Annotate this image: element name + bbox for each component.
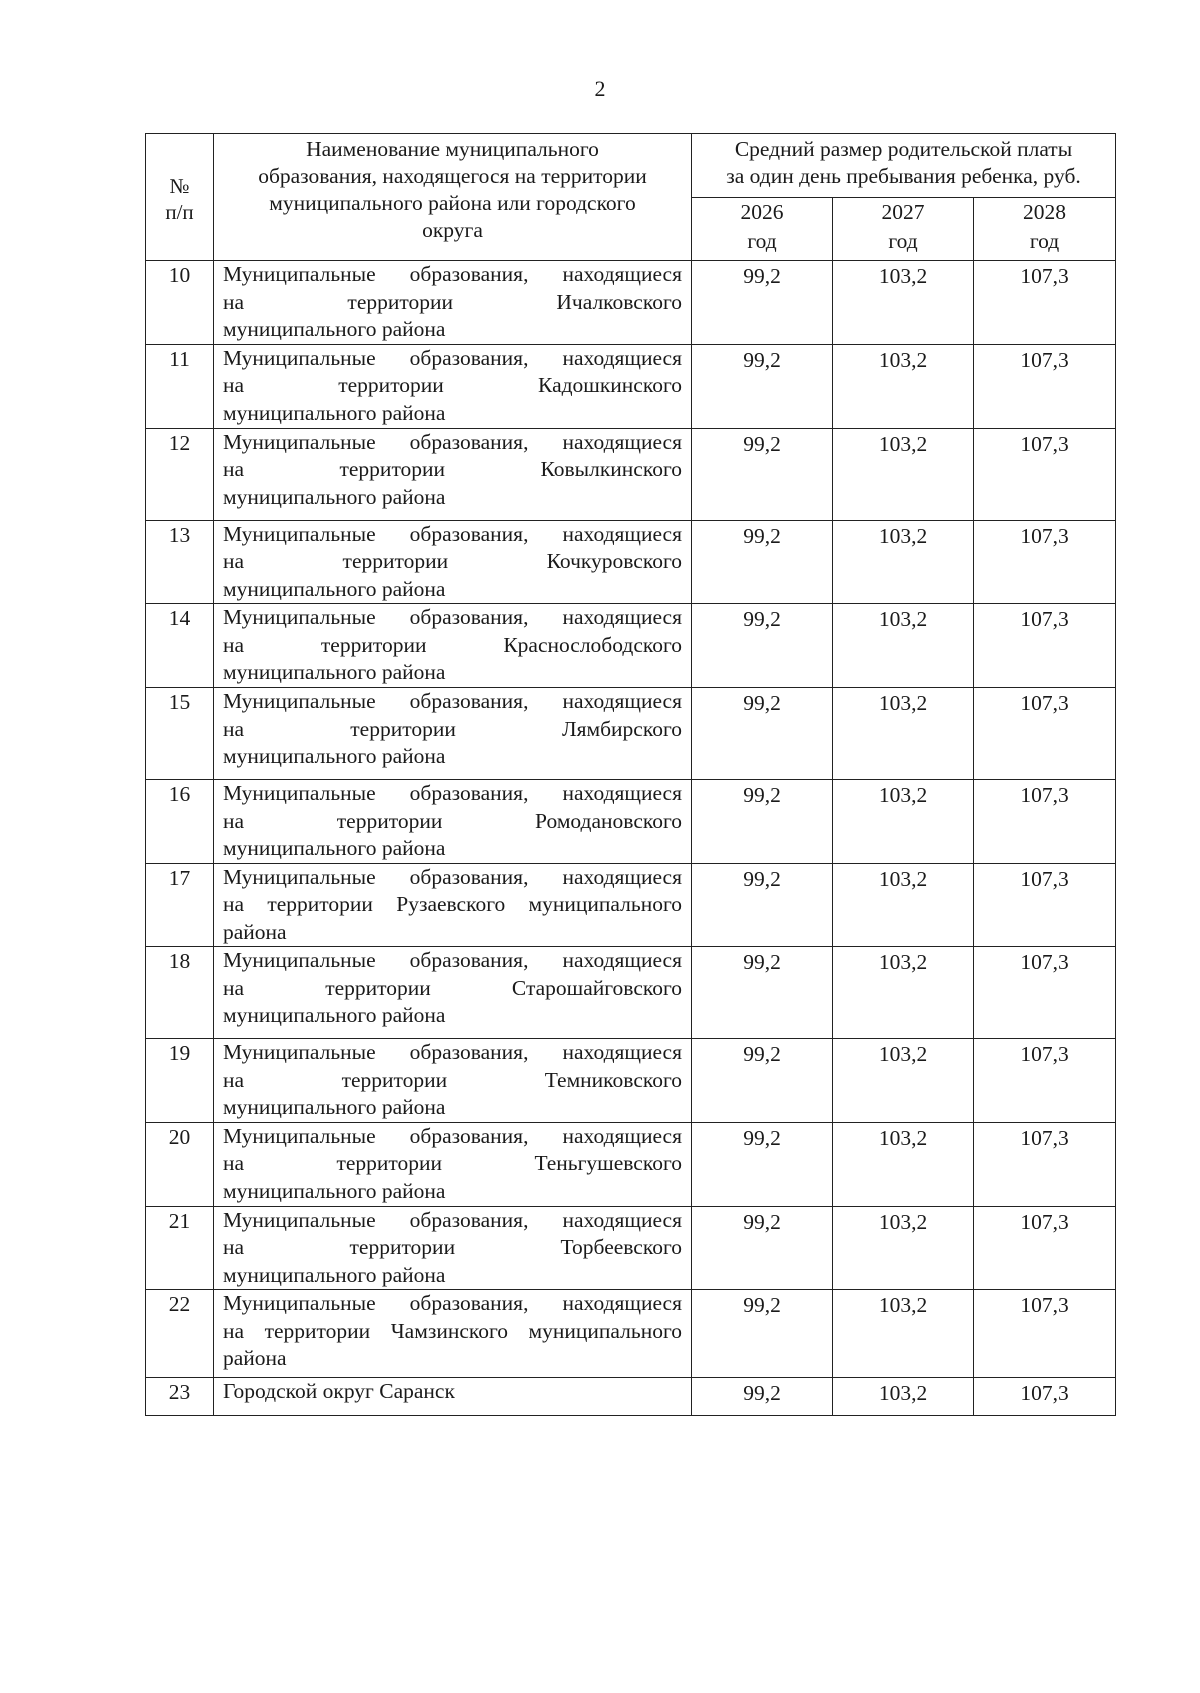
municipality-name <box>214 344 692 428</box>
fee-value-2028: 107,3 <box>974 1290 1116 1378</box>
fee-value-2026: 99,2 <box>692 428 833 520</box>
header-year-value: 2027 <box>881 200 925 224</box>
header-name-line: муниципального района или городского <box>269 191 636 215</box>
header-name-line: округа <box>422 218 483 242</box>
table-row <box>146 428 1116 520</box>
header-year-unit: год <box>888 229 918 253</box>
municipality-name-line: муниципального района <box>223 1095 446 1119</box>
fee-value-2027: 103,2 <box>833 261 974 345</box>
fee-value-2028: 107,3 <box>974 1206 1116 1290</box>
fee-value-2026: 99,2 <box>692 1039 833 1123</box>
row-number: 16 <box>146 780 214 864</box>
municipality-name-line: Муниципальные образования, находящиеся <box>223 1291 682 1315</box>
fee-value-2028: 107,3 <box>974 863 1116 947</box>
fee-value-2027: 103,2 <box>833 428 974 520</box>
municipality-name-line: на территории Теньгушевского <box>223 1151 682 1175</box>
table-body <box>146 261 1116 1416</box>
municipality-name <box>214 688 692 780</box>
table-row <box>146 261 1116 345</box>
header-year-2026 <box>692 198 833 261</box>
row-number: 19 <box>146 1039 214 1123</box>
fee-value-2027: 103,2 <box>833 1122 974 1206</box>
municipality-name-line: Городской округ Саранск <box>223 1379 455 1403</box>
header-year-value: 2028 <box>1023 200 1066 224</box>
municipality-name-line: на территории Кадошкинского <box>223 373 682 397</box>
municipality-name-line: муниципального района <box>223 836 446 860</box>
fee-value-2028: 107,3 <box>974 428 1116 520</box>
fee-value-2027: 103,2 <box>833 520 974 604</box>
fee-value-2026: 99,2 <box>692 261 833 345</box>
fee-value-2026: 99,2 <box>692 780 833 864</box>
municipality-name-line: района <box>223 1346 287 1370</box>
municipality-name <box>214 1039 692 1123</box>
fee-value-2027: 103,2 <box>833 1378 974 1416</box>
row-number: 22 <box>146 1290 214 1378</box>
fee-value-2027: 103,2 <box>833 1039 974 1123</box>
municipality-name-line: на территории Ичалковского <box>223 289 682 314</box>
table-row <box>146 780 1116 864</box>
fee-value-2027: 103,2 <box>833 344 974 428</box>
municipality-name-line: муниципального района <box>223 1178 446 1203</box>
table-row <box>146 1378 1116 1416</box>
municipality-name-line: муниципального района <box>223 317 446 341</box>
header-fee-line: за один день пребывания ребенка, руб. <box>726 164 1081 188</box>
municipality-name-line: на территории Темниковского <box>223 1067 682 1092</box>
table-row <box>146 1206 1116 1290</box>
municipality-name-line: Муниципальные образования, находящиеся <box>223 429 682 454</box>
fee-value-2027: 103,2 <box>833 688 974 780</box>
header-name-line: образования, находящегося на территории <box>258 164 647 188</box>
municipality-name-line: муниципального района <box>223 484 446 509</box>
fee-table <box>145 133 1116 1416</box>
municipality-name-line: на территории Ромодановского <box>223 808 682 833</box>
table-row <box>146 520 1116 604</box>
fee-value-2028: 107,3 <box>974 520 1116 604</box>
table-row <box>146 604 1116 688</box>
municipality-name-line: на территории Ковылкинского <box>223 457 682 481</box>
municipality-name-line: Муниципальные образования, находящиеся <box>223 689 682 713</box>
municipality-name-line: на территории Чамзинского муниципального <box>223 1318 682 1343</box>
table-row <box>146 947 1116 1039</box>
municipality-name <box>214 1122 692 1206</box>
header-year-unit: год <box>747 229 777 253</box>
header-num <box>146 134 214 261</box>
fee-value-2028: 107,3 <box>974 947 1116 1039</box>
municipality-name-line: муниципального района <box>223 744 446 768</box>
municipality-name-line: Муниципальные образования, находящиеся <box>223 345 682 370</box>
row-number: 15 <box>146 688 214 780</box>
row-number: 23 <box>146 1378 214 1416</box>
row-number: 11 <box>146 344 214 428</box>
municipality-name-line: Муниципальные образования, находящиеся <box>223 521 682 546</box>
fee-value-2026: 99,2 <box>692 1378 833 1416</box>
fee-value-2026: 99,2 <box>692 344 833 428</box>
municipality-name <box>214 428 692 520</box>
municipality-name-line: Муниципальные образования, находящиеся <box>223 262 682 286</box>
row-number: 13 <box>146 520 214 604</box>
municipality-name <box>214 1206 692 1290</box>
municipality-name-line: Муниципальные образования, находящиеся <box>223 864 682 889</box>
fee-value-2027: 103,2 <box>833 947 974 1039</box>
municipality-name-line: муниципального района <box>223 660 446 684</box>
municipality-name-line: района <box>223 919 287 944</box>
row-number: 18 <box>146 947 214 1039</box>
row-number: 10 <box>146 261 214 345</box>
fee-value-2028: 107,3 <box>974 1039 1116 1123</box>
table-row <box>146 1290 1116 1378</box>
fee-value-2026: 99,2 <box>692 863 833 947</box>
row-number: 12 <box>146 428 214 520</box>
header-fee <box>692 134 1116 198</box>
header-year-2028 <box>974 198 1116 261</box>
municipality-name <box>214 780 692 864</box>
fee-value-2026: 99,2 <box>692 688 833 780</box>
fee-value-2027: 103,2 <box>833 780 974 864</box>
row-number: 20 <box>146 1122 214 1206</box>
municipality-name-line: Муниципальные образования, находящиеся <box>223 605 682 629</box>
fee-value-2026: 99,2 <box>692 604 833 688</box>
municipality-name <box>214 863 692 947</box>
header-year-unit: год <box>1029 229 1060 253</box>
municipality-name-line: Муниципальные образования, находящиеся <box>223 948 682 972</box>
municipality-name-line: муниципального района <box>223 400 446 425</box>
municipality-name <box>214 947 692 1039</box>
header-num-symbol: № <box>169 174 190 198</box>
table-row <box>146 863 1116 947</box>
municipality-name-line: Муниципальные образования, находящиеся <box>223 1123 682 1148</box>
row-number: 14 <box>146 604 214 688</box>
table-row <box>146 1039 1116 1123</box>
municipality-name-line: Муниципальные образования, находящиеся <box>223 781 682 805</box>
municipality-name-line: на территории Кочкуровского <box>223 549 682 573</box>
table-header <box>146 134 1116 261</box>
municipality-name-line: муниципального района <box>223 1262 446 1287</box>
table-row <box>146 344 1116 428</box>
fee-value-2026: 99,2 <box>692 1206 833 1290</box>
header-year-value: 2026 <box>740 200 784 224</box>
municipality-name <box>214 261 692 345</box>
municipality-name-line: муниципального района <box>223 576 446 601</box>
fee-value-2026: 99,2 <box>692 1290 833 1378</box>
fee-value-2028: 107,3 <box>974 688 1116 780</box>
fee-value-2028: 107,3 <box>974 344 1116 428</box>
row-number: 17 <box>146 863 214 947</box>
header-name <box>214 134 692 261</box>
fee-value-2028: 107,3 <box>974 1122 1116 1206</box>
header-num-abbr: п/п <box>165 200 194 224</box>
fee-value-2028: 107,3 <box>974 604 1116 688</box>
fee-value-2027: 103,2 <box>833 604 974 688</box>
fee-value-2027: 103,2 <box>833 1290 974 1378</box>
header-year-2027 <box>833 198 974 261</box>
municipality-name-line: на территории Краснослободского <box>223 632 682 657</box>
fee-value-2026: 99,2 <box>692 947 833 1039</box>
header-fee-line: Средний размер родительской платы <box>734 137 1073 161</box>
municipality-name <box>214 604 692 688</box>
municipality-name <box>214 520 692 604</box>
fee-value-2026: 99,2 <box>692 520 833 604</box>
fee-value-2028: 107,3 <box>974 780 1116 864</box>
municipality-name-line: на территории Рузаевского муниципального <box>223 892 682 916</box>
municipality-name <box>214 1290 692 1378</box>
fee-value-2027: 103,2 <box>833 863 974 947</box>
municipality-name-line: Муниципальные образования, находящиеся <box>223 1207 682 1232</box>
table-row <box>146 1122 1116 1206</box>
fee-value-2028: 107,3 <box>974 261 1116 345</box>
municipality-name-line: муниципального района <box>223 1003 446 1027</box>
fee-value-2028: 107,3 <box>974 1378 1116 1416</box>
municipality-name <box>214 1378 692 1416</box>
fee-value-2027: 103,2 <box>833 1206 974 1290</box>
municipality-name-line: на территории Торбеевского <box>223 1235 682 1259</box>
municipality-name-line: на территории Старошайговского <box>223 975 682 1000</box>
table-row <box>146 688 1116 780</box>
page-number: 2 <box>594 76 606 101</box>
municipality-name-line: на территории Лямбирского <box>223 716 682 741</box>
header-name-line: Наименование муниципального <box>306 137 599 161</box>
row-number: 21 <box>146 1206 214 1290</box>
fee-value-2026: 99,2 <box>692 1122 833 1206</box>
municipality-name-line: Муниципальные образования, находящиеся <box>223 1040 682 1064</box>
